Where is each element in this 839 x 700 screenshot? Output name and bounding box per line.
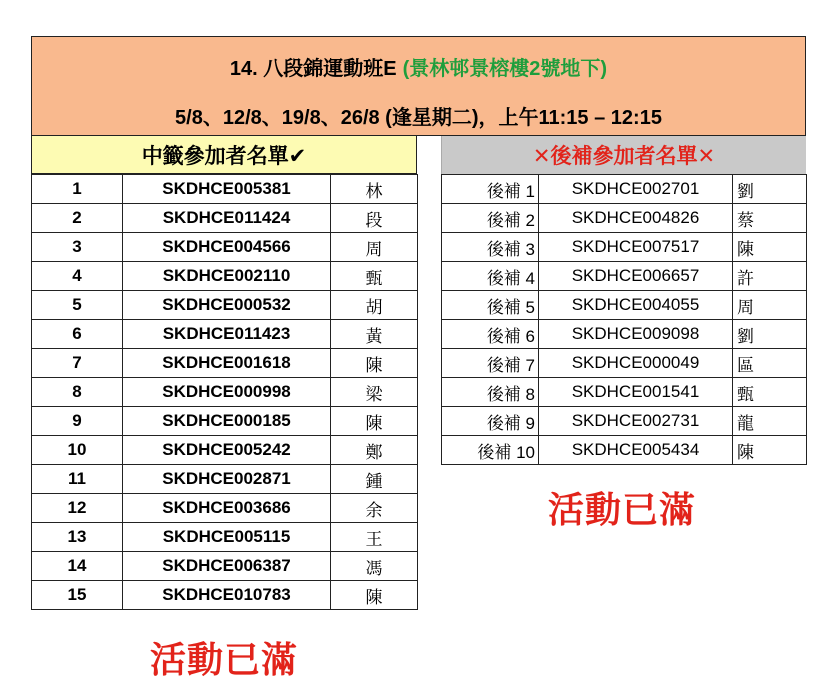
- participant-id: SKDHCE004055: [539, 291, 733, 320]
- participant-surname: 周: [733, 291, 807, 320]
- table-row: [32, 320, 418, 349]
- participant-surname: 蔡: [733, 204, 807, 233]
- participant-surname: 鍾: [331, 465, 418, 494]
- waitlist-label: 後補 9: [442, 407, 539, 436]
- waitlist-label: 後補 1: [442, 175, 539, 204]
- participant-id: SKDHCE004566: [123, 233, 331, 262]
- class-dates-banner: [31, 96, 806, 136]
- table-row: [32, 494, 418, 523]
- row-number: 15: [32, 581, 123, 610]
- participant-id: SKDHCE006387: [123, 552, 331, 581]
- row-number: 10: [32, 436, 123, 465]
- waitlist-full-notice: 活動已滿: [548, 490, 697, 531]
- table-row: [32, 436, 418, 465]
- waitlist-label: 後補 6: [442, 320, 539, 349]
- waitlist-label: 後補 8: [442, 378, 539, 407]
- participant-surname: 陳: [331, 407, 418, 436]
- participant-surname: 周: [331, 233, 418, 262]
- participant-id: SKDHCE005242: [123, 436, 331, 465]
- participant-surname: 王: [331, 523, 418, 552]
- selected-list-title: 中籤參加者名單✔: [141, 144, 307, 168]
- row-number: 1: [32, 175, 123, 204]
- row-number: 7: [32, 349, 123, 378]
- waitlist-label: 後補 3: [442, 233, 539, 262]
- table-row: [442, 349, 807, 378]
- row-number: 8: [32, 378, 123, 407]
- selected-full-notice: 活動已滿: [150, 640, 299, 681]
- class-location: (景林邨景榕樓2號地下): [402, 58, 608, 80]
- participant-surname: 陳: [331, 349, 418, 378]
- table-row: [32, 175, 418, 204]
- participant-id: SKDHCE002871: [123, 465, 331, 494]
- table-row: [442, 320, 807, 349]
- participant-surname: 甄: [733, 378, 807, 407]
- participant-surname: 胡: [331, 291, 418, 320]
- class-dates: 5/8、12/8、19/8、26/8 (逢星期二)，上午11:15 – 12:15: [175, 107, 662, 129]
- table-row: [442, 291, 807, 320]
- participant-surname: 余: [331, 494, 418, 523]
- class-title: 14. 八段錦運動班E: [229, 58, 397, 80]
- participant-surname: 林: [331, 175, 418, 204]
- participant-id: SKDHCE006657: [539, 262, 733, 291]
- participant-surname: 區: [733, 349, 807, 378]
- table-row: [32, 291, 418, 320]
- participant-surname: 劉: [733, 175, 807, 204]
- table-row: [442, 262, 807, 291]
- row-number: 12: [32, 494, 123, 523]
- participant-id: SKDHCE000532: [123, 291, 331, 320]
- table-row: [32, 581, 418, 610]
- row-number: 13: [32, 523, 123, 552]
- table-row: [32, 407, 418, 436]
- table-row: [442, 378, 807, 407]
- table-row: [32, 465, 418, 494]
- waitlist-table: [441, 174, 807, 465]
- table-row: [32, 204, 418, 233]
- table-row: [442, 436, 807, 465]
- table-row: [32, 552, 418, 581]
- participant-surname: 鄭: [331, 436, 418, 465]
- row-number: 3: [32, 233, 123, 262]
- participant-id: SKDHCE007517: [539, 233, 733, 262]
- waitlist-label: 後補 10: [442, 436, 539, 465]
- table-row: [442, 233, 807, 262]
- participant-surname: 段: [331, 204, 418, 233]
- participant-id: SKDHCE000049: [539, 349, 733, 378]
- participant-surname: 梁: [331, 378, 418, 407]
- participant-surname: 甄: [331, 262, 418, 291]
- participant-id: SKDHCE005381: [123, 175, 331, 204]
- class-title-banner: [31, 36, 806, 97]
- table-row: [32, 378, 418, 407]
- participant-id: SKDHCE003686: [123, 494, 331, 523]
- row-number: 4: [32, 262, 123, 291]
- participant-id: SKDHCE005115: [123, 523, 331, 552]
- row-number: 5: [32, 291, 123, 320]
- waitlist-header: [441, 136, 806, 174]
- participant-id: SKDHCE005434: [539, 436, 733, 465]
- participant-surname: 許: [733, 262, 807, 291]
- selected-list-header: [31, 136, 417, 174]
- row-number: 14: [32, 552, 123, 581]
- waitlist-label: 後補 7: [442, 349, 539, 378]
- table-row: [32, 262, 418, 291]
- participant-surname: 陳: [331, 581, 418, 610]
- row-number: 11: [32, 465, 123, 494]
- table-row: [442, 175, 807, 204]
- row-number: 9: [32, 407, 123, 436]
- participant-id: SKDHCE001541: [539, 378, 733, 407]
- participant-id: SKDHCE011423: [123, 320, 331, 349]
- participant-id: SKDHCE001618: [123, 349, 331, 378]
- participant-id: SKDHCE002731: [539, 407, 733, 436]
- selected-participants-table: [31, 174, 418, 610]
- participant-surname: 劉: [733, 320, 807, 349]
- participant-id: SKDHCE011424: [123, 204, 331, 233]
- participant-surname: 黃: [331, 320, 418, 349]
- participant-id: SKDHCE000998: [123, 378, 331, 407]
- participant-id: SKDHCE004826: [539, 204, 733, 233]
- participant-id: SKDHCE002110: [123, 262, 331, 291]
- waitlist-label: 後補 5: [442, 291, 539, 320]
- participant-id: SKDHCE009098: [539, 320, 733, 349]
- participant-surname: 陳: [733, 233, 807, 262]
- table-row: [442, 204, 807, 233]
- participant-surname: 龍: [733, 407, 807, 436]
- participant-surname: 陳: [733, 436, 807, 465]
- table-row: [442, 407, 807, 436]
- table-row: [32, 233, 418, 262]
- waitlist-label: 後補 2: [442, 204, 539, 233]
- participant-id: SKDHCE002701: [539, 175, 733, 204]
- table-row: [32, 349, 418, 378]
- row-number: 2: [32, 204, 123, 233]
- participant-surname: 馮: [331, 552, 418, 581]
- waitlist-title: ✕後補參加者名單✕: [532, 145, 716, 168]
- participant-id: SKDHCE010783: [123, 581, 331, 610]
- participant-id: SKDHCE000185: [123, 407, 331, 436]
- table-row: [32, 523, 418, 552]
- row-number: 6: [32, 320, 123, 349]
- waitlist-label: 後補 4: [442, 262, 539, 291]
